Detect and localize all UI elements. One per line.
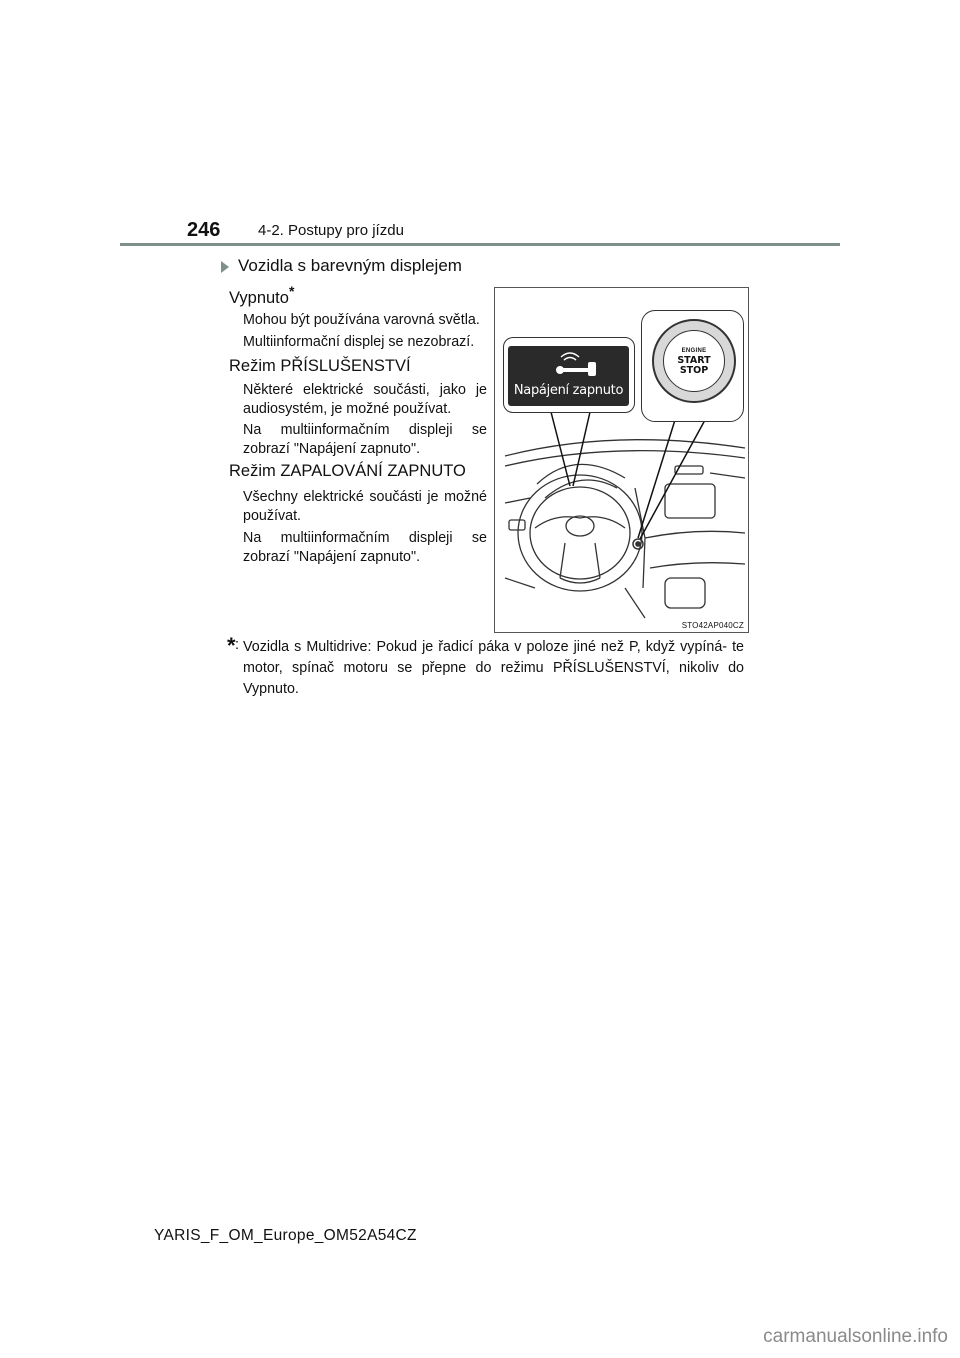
figure-code: STO42AP040CZ xyxy=(681,621,744,630)
engine-switch-face xyxy=(663,330,725,392)
watermark: carmanualsonline.info xyxy=(763,1326,948,1347)
display-message: Napájení zapnuto xyxy=(513,383,624,398)
asterisk-marker: * xyxy=(288,283,295,299)
document-id: YARIS_F_OM_Europe_OM52A54CZ xyxy=(154,1227,417,1244)
subsection-heading xyxy=(221,256,462,276)
mode-title-accessory: Režim PŘÍSLUŠENSTVÍ xyxy=(229,357,411,375)
section-header: 4-2. Postupy pro jízdu xyxy=(258,222,404,239)
button-label-start: START xyxy=(677,355,711,366)
page-number: 246 xyxy=(187,219,221,241)
key-signal-icon xyxy=(508,348,629,380)
button-label-engine: ENGINE xyxy=(681,348,707,354)
mode-ignition-line-1: Všechny elektrické součásti je možné používat. xyxy=(243,489,487,524)
multi-information-display xyxy=(508,346,629,406)
dashboard-illustration xyxy=(494,287,749,633)
mode-off-line-1: Mohou být používána varovná světla. xyxy=(243,312,480,328)
engine-switch xyxy=(652,319,736,403)
footnote-text: Vozidla s Multidrive: Pokud je řadicí páka v poloze jiné než P, když vypíná- te motor, spínač motoru se přepne do režimu PŘÍSLUŠENSTVÍ, nikoliv do Vypnuto. xyxy=(243,639,744,697)
mode-off-line-2: Multiinformační displej se nezobrazí. xyxy=(243,334,475,350)
footnote-colon: : xyxy=(235,637,239,653)
triangle-bullet-icon xyxy=(221,261,229,273)
footnote-marker: * xyxy=(227,633,236,658)
button-callout xyxy=(641,310,744,422)
mode-ignition-line-2: Na multiinformačním displeji se zobrazí "Napájení zapnuto". xyxy=(243,530,487,565)
display-callout xyxy=(503,337,635,413)
subsection-label: Vozidla s barevným displejem xyxy=(238,256,462,275)
mode-accessory-line-2: Na multiinformačním displeji se zobrazí "Napájení zapnuto". xyxy=(243,422,487,457)
mode-accessory-line-1: Některé elektrické součásti, jako je audiosystém, je možné používat. xyxy=(243,382,487,417)
button-label-stop: STOP xyxy=(679,365,709,376)
mode-title-off: Vypnuto* xyxy=(229,283,295,307)
header-rule xyxy=(120,243,840,246)
mode-title-ignition-on: Režim ZAPALOVÁNÍ ZAPNUTO xyxy=(229,462,466,480)
